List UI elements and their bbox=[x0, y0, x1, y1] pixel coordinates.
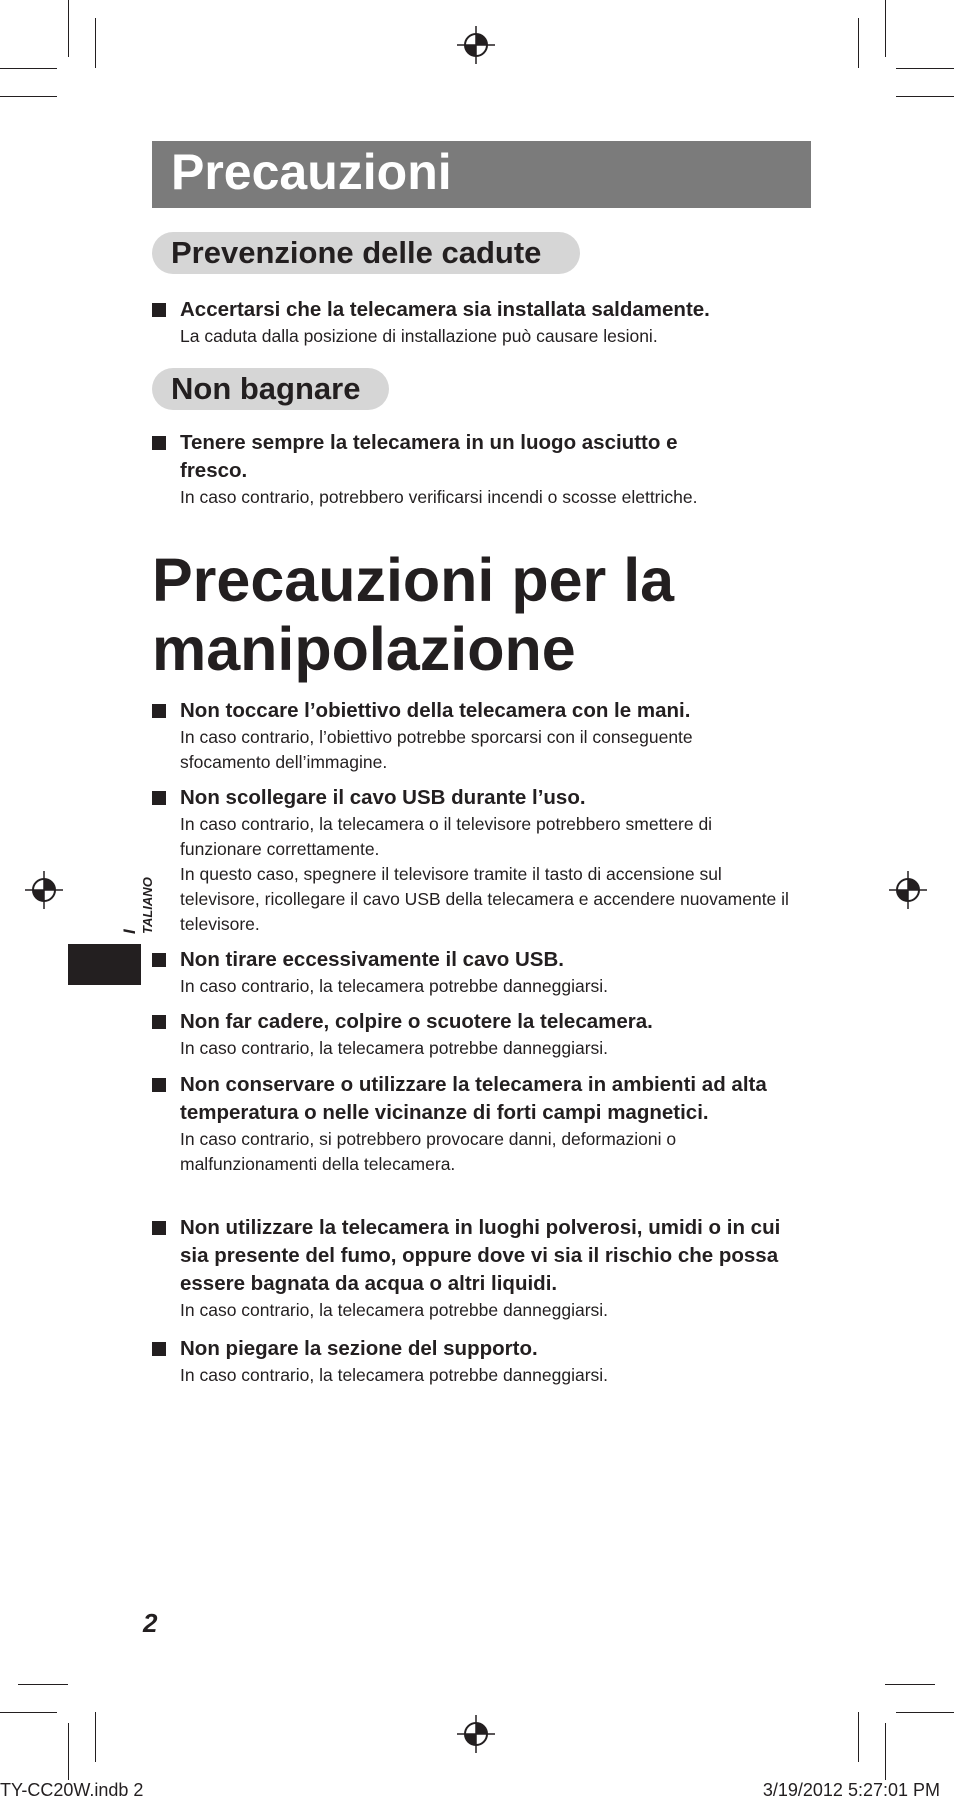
section-heading: Prevenzione delle cadute bbox=[171, 235, 542, 270]
list-item bbox=[152, 1214, 792, 1323]
crop-mark bbox=[95, 1712, 96, 1762]
crop-mark bbox=[896, 96, 954, 97]
handling-title bbox=[152, 546, 674, 684]
item-body: In caso contrario, la telecamera potrebbe danneggiarsi. bbox=[180, 976, 609, 996]
item-body: In caso contrario, si potrebbero provocare danni, deformazioni o malfunzionamenti della telecamera. bbox=[180, 1129, 677, 1174]
crop-mark bbox=[0, 1712, 57, 1713]
square-bullet-icon bbox=[152, 1221, 166, 1235]
section-heading: Non bagnare bbox=[171, 371, 361, 406]
list-item bbox=[152, 697, 792, 775]
crop-mark bbox=[885, 0, 886, 57]
square-bullet-icon bbox=[152, 303, 166, 317]
item-body: In caso contrario, potrebbero verificarsi incendi o scosse elettriche. bbox=[180, 487, 698, 507]
crop-mark bbox=[68, 1723, 69, 1780]
item-heading: Non utilizzare la telecamera in luoghi polverosi, umidi o in cui sia presente del fumo, oppure dove vi sia il rischio che possa essere bagnata da acqua o altri liquidi. bbox=[180, 1216, 781, 1295]
footer-file-info: TY-CC20W.indb 2 bbox=[0, 1780, 144, 1800]
item-heading: Non piegare la sezione del supporto. bbox=[180, 1337, 538, 1360]
handling-title-line: manipolazione bbox=[152, 615, 576, 683]
page-number: 2 bbox=[143, 1608, 158, 1638]
item-body: In caso contrario, la telecamera potrebbe danneggiarsi. bbox=[180, 1365, 609, 1385]
square-bullet-icon bbox=[152, 953, 166, 967]
item-body: In questo caso, spegnere il televisore tramite il tasto di accensione sul televisore, ricollegare il cavo USB della telecamera e accendere nuovamente il televisore. bbox=[180, 864, 789, 934]
crop-mark bbox=[18, 1684, 68, 1685]
square-bullet-icon bbox=[152, 791, 166, 805]
registration-mark-icon bbox=[24, 870, 64, 910]
handling-title-line: Precauzioni per la bbox=[152, 546, 675, 614]
section-heading-pill bbox=[152, 232, 580, 274]
registration-mark-icon bbox=[456, 1714, 496, 1754]
registration-mark-icon bbox=[888, 870, 928, 910]
list-item bbox=[152, 1071, 792, 1177]
language-label-text: I TALIANO bbox=[120, 877, 155, 934]
crop-mark bbox=[885, 1723, 886, 1780]
square-bullet-icon bbox=[152, 704, 166, 718]
list-item bbox=[152, 1008, 792, 1061]
square-bullet-icon bbox=[152, 1342, 166, 1356]
item-body: In caso contrario, la telecamera potrebbe danneggiarsi. bbox=[180, 1038, 609, 1058]
section-heading-pill bbox=[152, 368, 389, 410]
item-heading: Non tirare eccessivamente il cavo USB. bbox=[180, 948, 564, 971]
item-body: In caso contrario, la telecamera o il televisore potrebbero smettere di funzionare correttamente. bbox=[180, 814, 713, 859]
list-item bbox=[152, 946, 792, 999]
square-bullet-icon bbox=[152, 1078, 166, 1092]
list-item bbox=[152, 1335, 792, 1388]
item-heading: Non conservare o utilizzare la telecamera in ambienti ad alta temperatura o nelle vicinanze di forti campi magnetici. bbox=[180, 1073, 767, 1124]
footer-timestamp: 3/19/2012 5:27:01 PM bbox=[762, 1780, 940, 1800]
crop-mark bbox=[896, 68, 954, 69]
page-title-bar bbox=[152, 141, 811, 208]
item-body: La caduta dalla posizione di installazione può causare lesioni. bbox=[180, 326, 658, 346]
list-item bbox=[152, 296, 792, 349]
square-bullet-icon bbox=[152, 436, 166, 450]
item-heading: Non scollegare il cavo USB durante l’uso. bbox=[180, 786, 586, 809]
item-heading: Tenere sempre la telecamera in un luogo asciutto e fresco. bbox=[180, 431, 678, 482]
crop-mark bbox=[858, 18, 859, 68]
registration-mark-icon bbox=[456, 25, 496, 65]
crop-mark bbox=[896, 1712, 954, 1713]
item-body: In caso contrario, l’obiettivo potrebbe sporcarsi con il conseguente sfocamento dell’immagine. bbox=[180, 727, 693, 772]
crop-mark bbox=[68, 0, 69, 57]
item-heading: Non toccare l’obiettivo della telecamera con le mani. bbox=[180, 699, 691, 722]
crop-mark bbox=[858, 1712, 859, 1762]
crop-mark bbox=[0, 68, 57, 69]
item-heading: Accertarsi che la telecamera sia installata saldamente. bbox=[180, 298, 710, 321]
language-tab bbox=[68, 944, 141, 985]
page-title: Precauzioni bbox=[171, 144, 452, 200]
list-item bbox=[152, 784, 792, 937]
crop-mark bbox=[95, 18, 96, 68]
crop-mark bbox=[0, 96, 57, 97]
item-heading: Non far cadere, colpire o scuotere la telecamera. bbox=[180, 1010, 653, 1033]
list-item bbox=[152, 429, 772, 510]
crop-mark bbox=[885, 1684, 935, 1685]
item-body: In caso contrario, la telecamera potrebbe danneggiarsi. bbox=[180, 1300, 609, 1320]
square-bullet-icon bbox=[152, 1015, 166, 1029]
